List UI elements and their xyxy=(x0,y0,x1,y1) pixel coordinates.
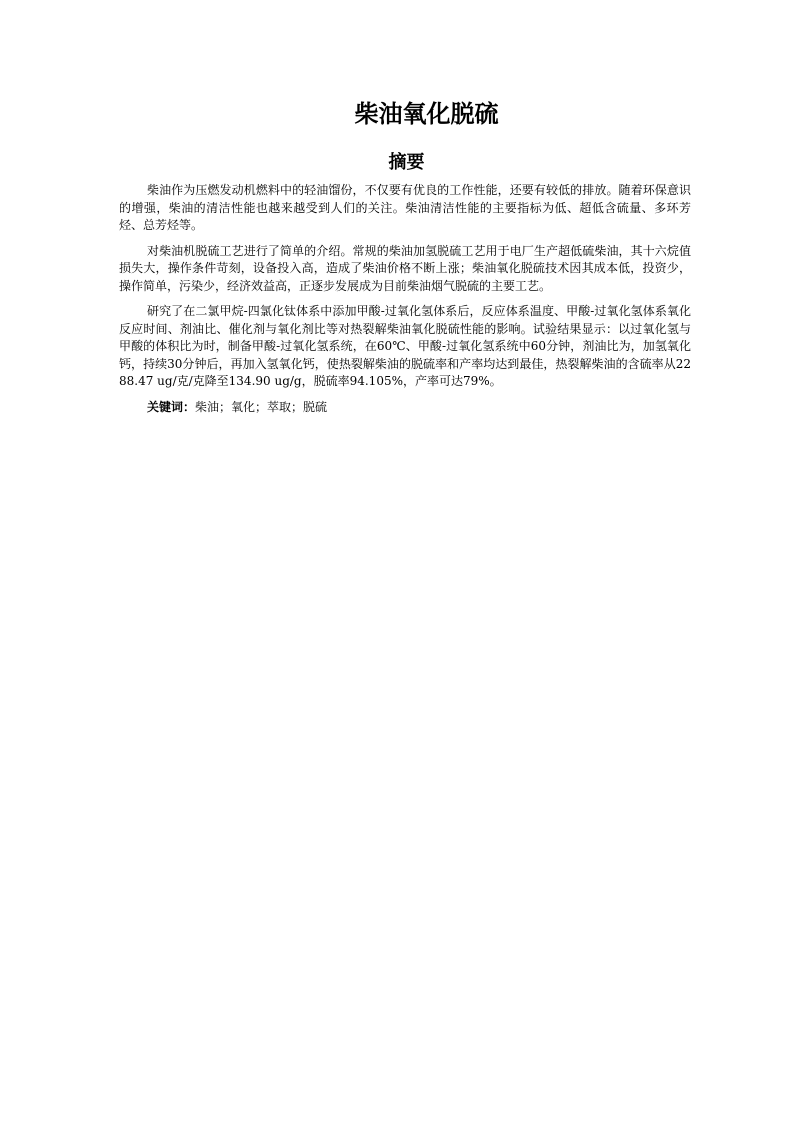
abstract-paragraph-3: 研究了在二氯甲烷-四氯化钛体系中添加甲酸-过氧化氢体系后，反应体系温度、甲酸-过氧化氢体系氧化反应时间、剂油比、催化剂与氧化剂比等对热裂解柴油氧化脱硫性能的影响。试验结果显示：以过氧化氢与甲酸的体积比为时，制备甲酸-过氧化氢系统，在60℃、甲酸-过氧化氢系统中60分钟，剂油比为，加氢氧化钙，持续30分钟后，再加入氢氧化钙，使热裂解柴油的脱硫率和产率均达到最佳，热裂解柴油的含硫率从2288.47 ug/克/克降至134.90 ug/g，脱硫率94.105%，产率可达79%。 xyxy=(119,304,691,388)
abstract-heading: 摘要 xyxy=(388,152,425,173)
keywords-text: 柴油；氧化；萃取；脱硫 xyxy=(195,399,328,414)
abstract-paragraph-1: 柴油作为压燃发动机燃料中的轻油馏份，不仅要有优良的工作性能，还要有较低的排放。随着环保意识的增强，柴油的清洁性能也越来越受到人们的关注。柴油清洁性能的主要指标为低、超低含硫量、多环芳烃、总芳烃等。 xyxy=(119,183,691,232)
abstract-paragraph-2: 对柴油机脱硫工艺进行了简单的介绍。常规的柴油加氢脱硫工艺用于电厂生产超低硫柴油，其十六烷值损失大，操作条件苛刻，设备投入高，造成了柴油价格不断上涨；柴油氧化脱硫技术因其成本低，投资少，操作简单，污染少，经济效益高，正逐步发展成为目前柴油烟气脱硫的主要工艺。 xyxy=(119,243,691,293)
abstract-body xyxy=(119,182,691,416)
keywords-line xyxy=(119,399,691,417)
keywords-label: 关键词： xyxy=(147,399,196,414)
document-title: 柴油氧化脱硫 xyxy=(354,100,499,128)
